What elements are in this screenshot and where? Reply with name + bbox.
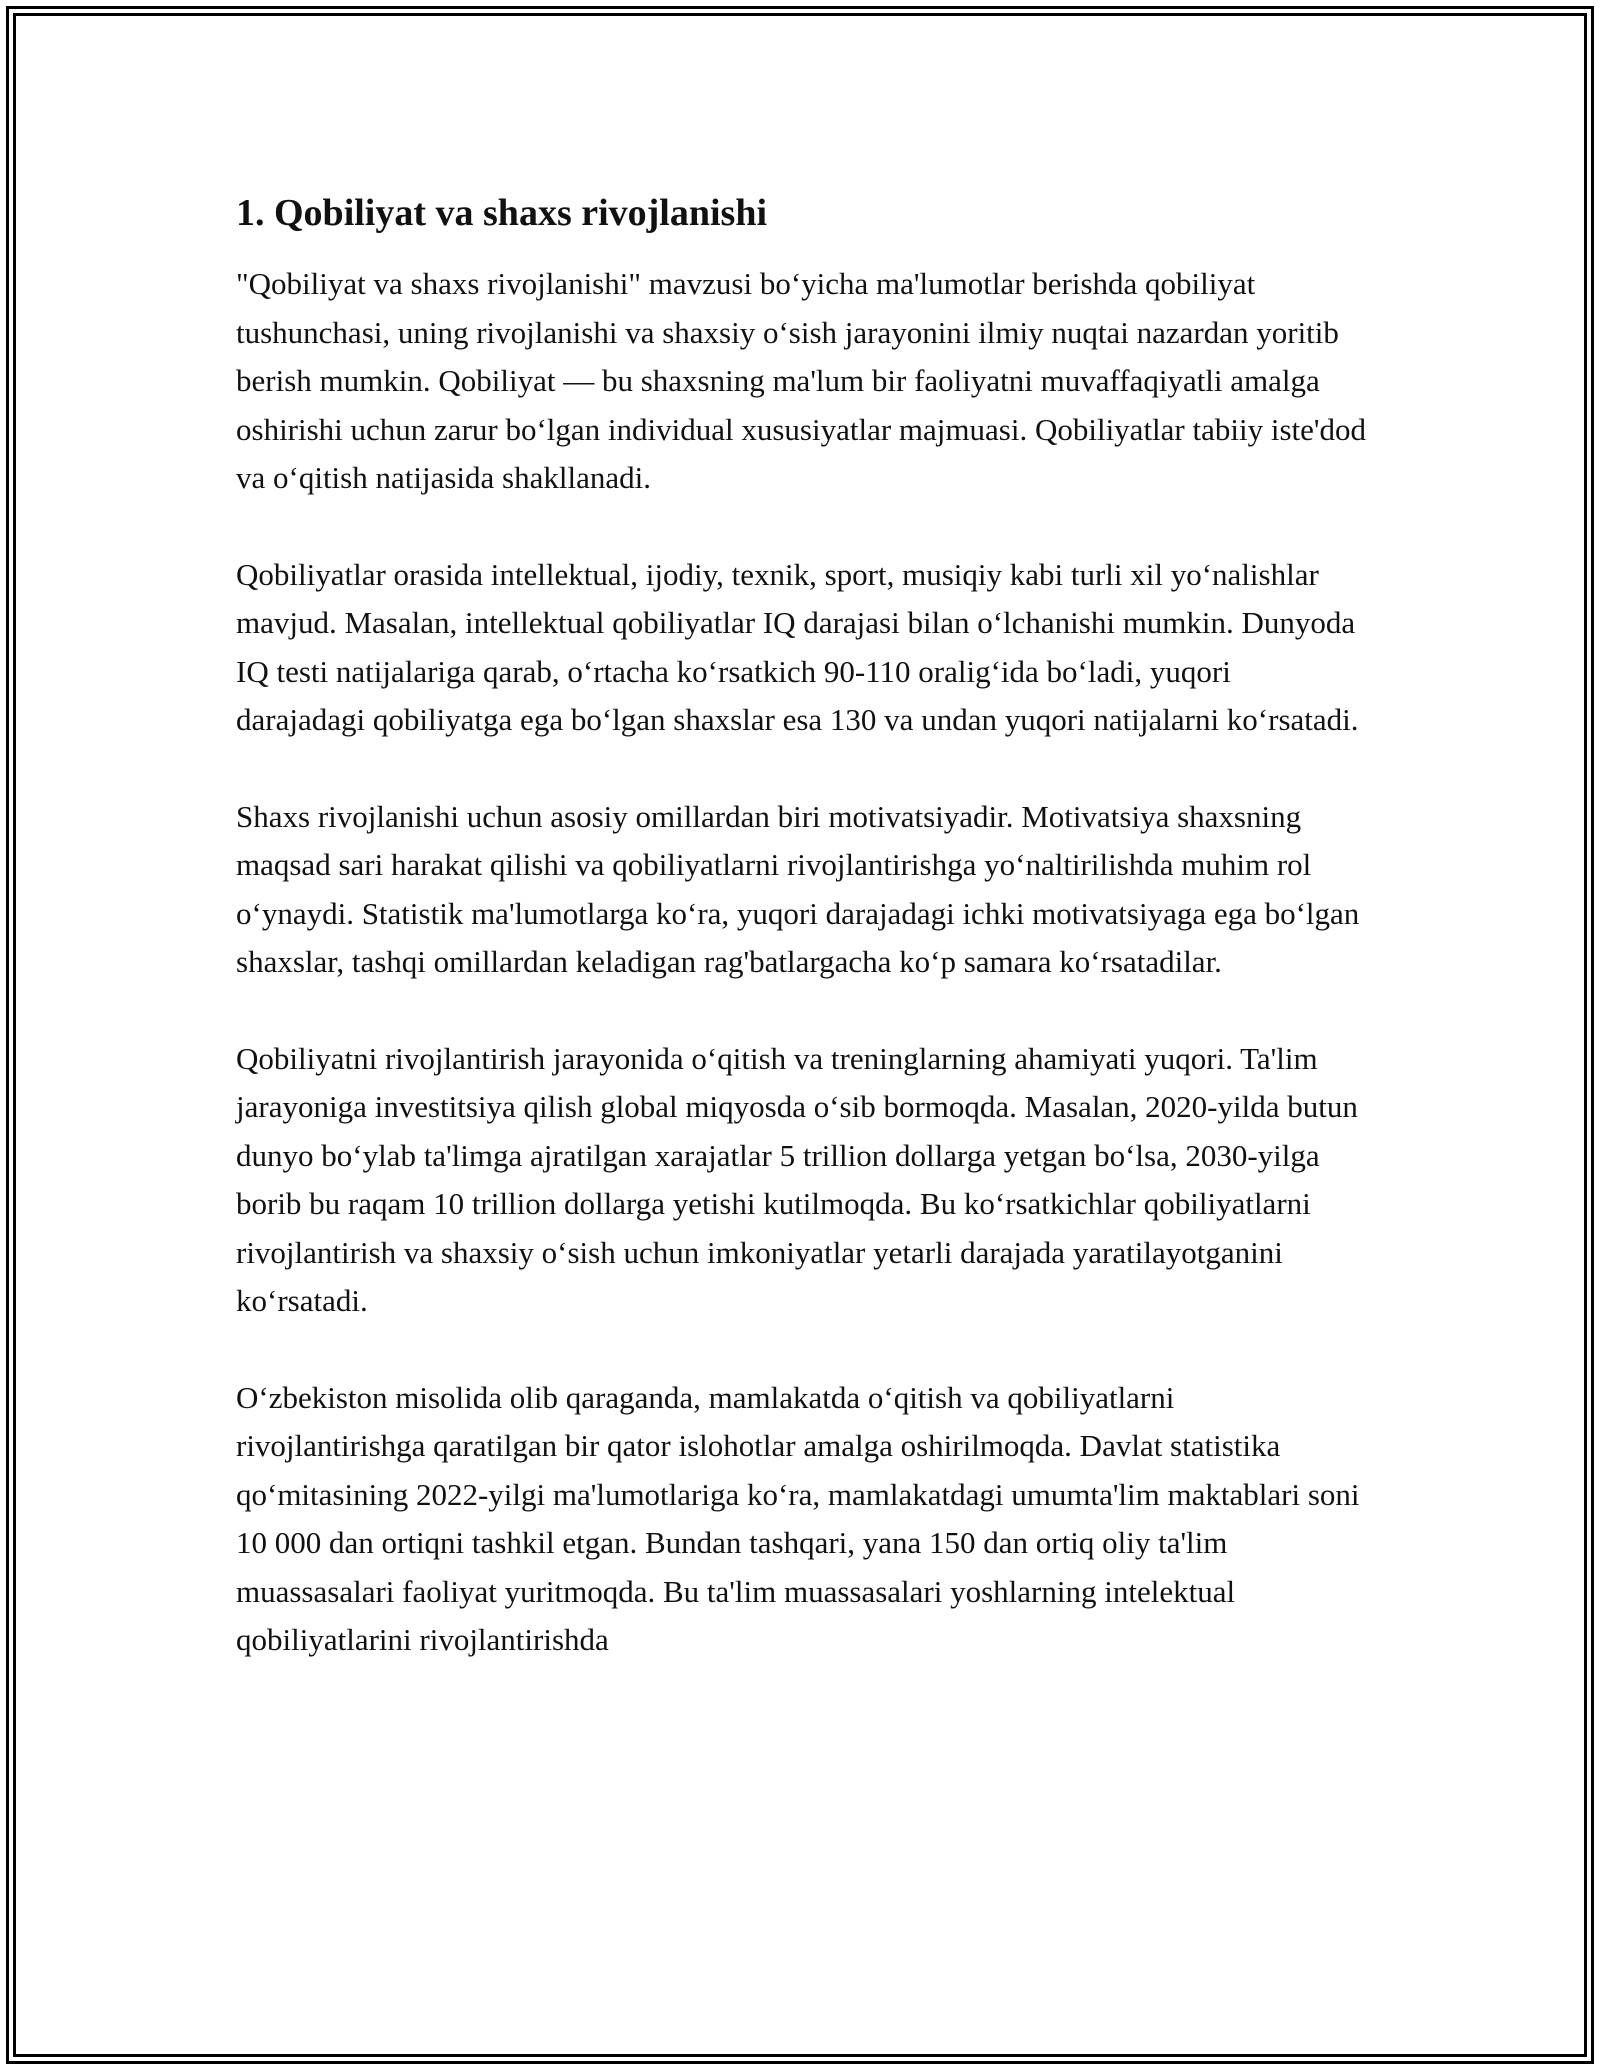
paragraph-intro: "Qobiliyat va shaxs rivojlanishi" mavzusi bo‘yicha ma'lumotlar berishda qobiliyat tushunchasi, uning rivojlanishi va shaxsiy o‘sish jarayonini ilmiy nuqtai nazardan yoritib berish mumkin. Qobiliyat — bu shaxsning ma'lum bir faoliyatni muvaffaqiyatli amalga oshirishi uchun zarur bo‘lgan individual xususiyatlar majmuasi. Qobiliyatlar tabiiy iste'dod va o‘qitish natijasida shakllanadi. [236,266,1366,495]
paragraph-types: Qobiliyatlar orasida intellektual, ijodiy, texnik, sport, musiqiy kabi turli xil yo‘nalishlar mavjud. Masalan, intellektual qobiliyatlar IQ darajasi bilan o‘lchanishi mumkin. Dunyoda IQ testi natijalariga qarab, o‘rtacha ko‘rsatkich 90-110 oralig‘ida bo‘ladi, yuqori darajadagi qobiliyatga ega bo‘lgan shaxslar esa 130 va undan yuqori natijalarni ko‘rsatadi. [236,556,1359,737]
paragraph-motivation: Shaxs rivojlanishi uchun asosiy omillardan biri motivatsiyadir. Motivatsiya shaxsning maqsad sari harakat qilishi va qobiliyatlarni rivojlantirishga yo‘naltirilishda muhim rol o‘ynaydi. Statistik ma'lumotlarga ko‘ra, yuqori darajadagi ichki motivatsiyaga ega bo‘lgan shaxslar, tashqi omillardan keladigan rag'batlargacha ko‘p samara ko‘rsatadilar. [236,798,1360,979]
paragraph-education: Qobiliyatni rivojlantirish jarayonida o‘qitish va treninglarning ahamiyati yuqori. Ta'lim jarayoniga investitsiya qilish global miqyosda o‘sib bormoqda. Masalan, 2020-yilda butun dunyo bo‘ylab ta'limga ajratilgan xarajatlar 5 trillion dollarga yetgan bo‘lsa, 2030-yilga borib bu raqam 10 trillion dollarga yetishi kutilmoqda. Bu ko‘rsatkichlar qobiliyatlarni rivojlantirish va shaxsiy o‘sish uchun imkoniyatlar yetarli darajada yaratilayotganini ko‘rsatadi. [236,1040,1358,1318]
paragraph-uzbekistan: O‘zbekiston misolida olib qaraganda, mamlakatda o‘qitish va qobiliyatlarni rivojlantirishga qaratilgan bir qator islohotlar amalga oshirilmoqda. Davlat statistika qo‘mitasining 2022-yilgi ma'lumotlariga ko‘ra, mamlakatdagi umumta'lim maktablari soni 10 000 dan ortiqni tashkil etgan. Bundan tashqari, yana 150 dan ortiq oliy ta'lim muassasalari faoliyat yuritmoqda. Bu ta'lim muassasalari yoshlarning intelektual qobiliyatlarini rivojlantirishda [236,1379,1360,1657]
section-heading: 1. Qobiliyat va shaxs rivojlanishi [236,192,768,234]
document-body [236,188,1366,1713]
